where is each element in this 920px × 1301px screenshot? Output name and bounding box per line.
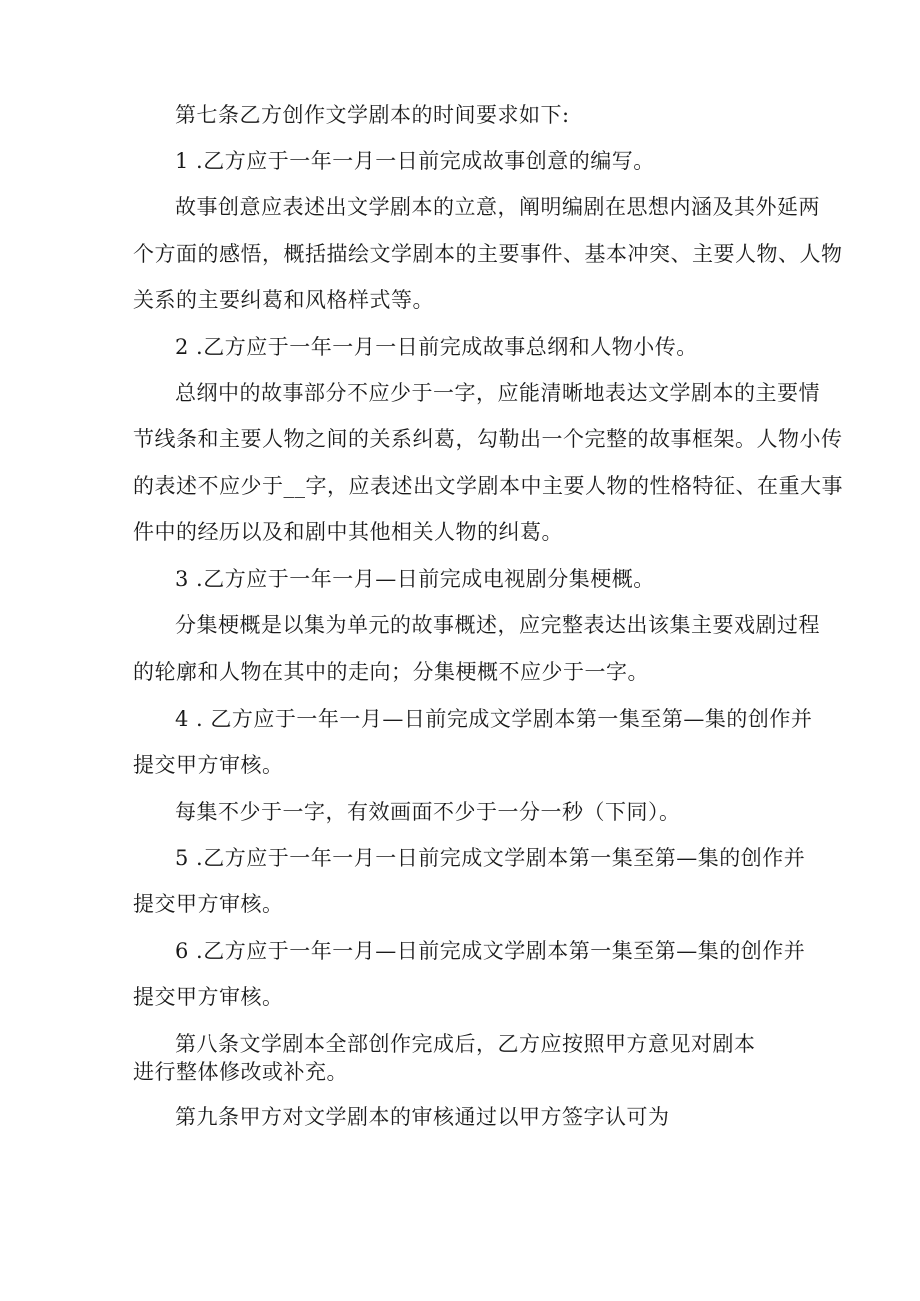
item3-desc-line2: 的轮廓和人物在其中的走向；分集梗概不应少于一字。 bbox=[133, 660, 649, 684]
item3-title: 3 .乙方应于一年一月—日前完成电视剧分集梗概。 bbox=[175, 567, 655, 591]
article7-heading: 第七条乙方创作文学剧本的时间要求如下: bbox=[175, 103, 570, 127]
item4-desc-line1: 每集不少于一字，有效画面不少于一分一秒（下同）。 bbox=[175, 800, 681, 824]
article9-line1: 第九条甲方对文学剧本的审核通过以甲方签字认可为 bbox=[175, 1105, 670, 1129]
item1-desc-line3: 关系的主要纠葛和风格样式等。 bbox=[133, 288, 434, 312]
item1-desc-line2: 个方面的感悟，概括描绘文学剧本的主要事件、基本冲突、主要人物、人物 bbox=[133, 242, 843, 266]
item2-desc-line4: 件中的经历以及和剧中其他相关人物的纠葛。 bbox=[133, 520, 563, 544]
item2-title: 2 .乙方应于一年一月一日前完成故事总纲和人物小传。 bbox=[175, 335, 698, 359]
article8-line1: 第八条文学剧本全部创作完成后，乙方应按照甲方意见对剧本 bbox=[175, 1032, 756, 1056]
item5-title-line2: 提交甲方审核。 bbox=[133, 892, 284, 916]
item2-desc-line2: 节线条和主要人物之间的关系纠葛，勾勒出一个完整的故事框架。人物小传 bbox=[133, 427, 843, 451]
article8-line2: 进行整体修改或补充。 bbox=[133, 1060, 348, 1084]
item3-desc-line1: 分集梗概是以集为单元的故事概述，应完整表达出该集主要戏剧过程 bbox=[175, 613, 820, 637]
item6-title-line2: 提交甲方审核。 bbox=[133, 985, 284, 1009]
item6-title-line1: 6 .乙方应于一年一月—日前完成文学剧本第一集至第—集的创作并 bbox=[175, 939, 806, 963]
item2-desc-line3: 的表述不应少于__字，应表述出文学剧本中主要人物的性格特征、在重大事 bbox=[133, 474, 843, 498]
item2-desc-line1: 总纲中的故事部分不应少于一字，应能清晰地表达文学剧本的主要情 bbox=[175, 381, 820, 405]
item1-desc-line1: 故事创意应表述出文学剧本的立意，阐明编剧在思想内涵及其外延两 bbox=[175, 195, 820, 219]
item4-title-line1: 4 . 乙方应于一年一月—日前完成文学剧本第一集至第—集的创作并 bbox=[175, 707, 813, 731]
item4-title-line2: 提交甲方审核。 bbox=[133, 753, 284, 777]
item1-title: 1 .乙方应于一年一月一日前完成故事创意的编写。 bbox=[175, 149, 655, 173]
item5-title-line1: 5 .乙方应于一年一月一日前完成文学剧本第一集至第—集的创作并 bbox=[175, 846, 806, 870]
